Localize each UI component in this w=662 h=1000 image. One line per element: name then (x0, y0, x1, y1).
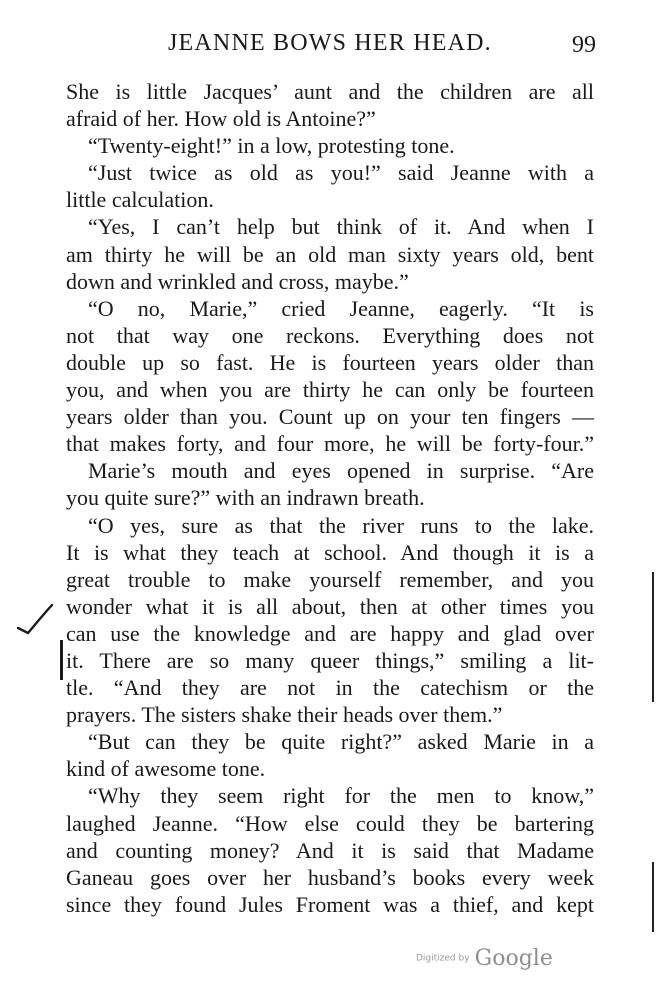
text-line: Marie’s mouth and eyes opened in surprise. “Are (88, 458, 594, 484)
text-line: you quite sure?” with an indrawn breath. (66, 485, 425, 511)
text-line: “But can they be quite right?” asked Marie in a (88, 729, 594, 755)
text-line: wonder what it is all about, then at other times you (66, 593, 594, 619)
text-line: not that way one reckons. Everything does not (66, 322, 594, 348)
text-line: afraid of her. How old is Antoine?” (66, 106, 376, 132)
page-header (70, 30, 596, 66)
text-line: that makes forty, and four more, he will be forty-four.” (66, 431, 594, 457)
text-line: can use the knowledge and are happy and glad over (66, 620, 594, 646)
text-line: great trouble to make yourself remember, and you (66, 566, 594, 592)
text-line: prayers. The sisters shake their heads over them.” (66, 702, 503, 728)
text-line: it. There are so many queer things,” smiling a lit- (66, 647, 594, 673)
text-line: “O no, Marie,” cried Jeanne, eagerly. “It is (88, 295, 594, 321)
text-line: since they found Jules Froment was a thief, and kept (66, 891, 594, 917)
text-line: Ganeau goes over her husband’s books every week (66, 864, 594, 890)
text-line: “Why they seem right for the men to know,” (88, 783, 594, 809)
text-line: kind of awesome tone. (66, 756, 266, 782)
text-line: “Yes, I can’t help but think of it. And when I (88, 214, 594, 240)
text-line: laughed Jeanne. “How else could they be bartering (66, 810, 594, 836)
text-line: years older than you. Count up on your ten fingers — (66, 404, 594, 430)
text-line: It is what they teach at school. And though it is a (66, 539, 594, 565)
digitized-watermark (416, 946, 553, 971)
margin-line-mark (60, 640, 63, 680)
text-line: “Just twice as old as you!” said Jeanne with a (88, 160, 594, 186)
digitized-by-label: Digitized by (416, 953, 470, 964)
text-line: She is little Jacques’ aunt and the children are all (66, 79, 594, 104)
text-line: am thirty he will be an old man sixty years old, bent (66, 241, 594, 267)
handwritten-check-mark (14, 602, 58, 642)
page-number: 99 (572, 32, 596, 58)
google-logo: Google (474, 946, 553, 971)
body-text (66, 78, 594, 918)
text-line: down and wrinkled and cross, maybe.” (66, 268, 409, 294)
text-line: tle. “And they are not in the catechism or the (66, 675, 594, 701)
running-head: JEANNE BOWS HER HEAD. (168, 30, 492, 56)
scan-edge-mark (652, 862, 654, 932)
scan-edge-mark (652, 572, 654, 702)
text-line: double up so fast. He is fourteen years older than (66, 349, 594, 375)
text-line: you, and when you are thirty he can only be fourteen (66, 377, 594, 403)
text-line: little calculation. (66, 187, 214, 213)
text-line: and counting money? And it is said that Madame (66, 837, 594, 863)
text-line: “O yes, sure as that the river runs to the lake. (88, 512, 594, 538)
text-line: “Twenty-eight!” in a low, protesting tone. (88, 133, 455, 159)
